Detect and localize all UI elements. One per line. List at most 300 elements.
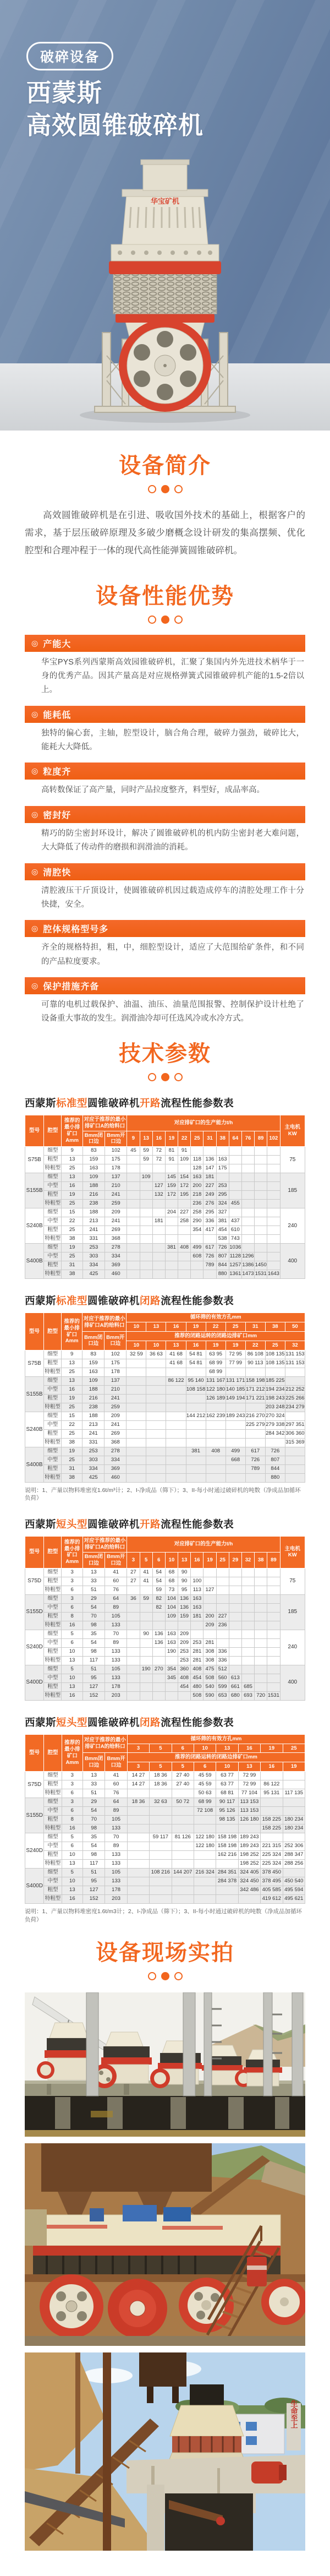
table-data-cell: 68 <box>165 1568 178 1577</box>
table-data-cell <box>229 1638 241 1647</box>
caption-highlight: 短头型 <box>56 1716 88 1728</box>
table-data-cell: 508 <box>191 1691 204 1700</box>
table-data-cell: 3 <box>62 1577 82 1586</box>
table-data-cell <box>140 1691 152 1700</box>
table-data-cell: 306 360 <box>285 1429 305 1438</box>
table-data-cell: 499 <box>191 1244 204 1252</box>
table-data-cell: 117 135 <box>283 1789 305 1798</box>
table-data-cell: 163 <box>165 1638 178 1647</box>
table-data-cell: 1257 <box>229 1261 241 1270</box>
table-data-cell: 198 252 <box>238 1851 260 1860</box>
table-data-cell: 83 <box>82 1350 105 1359</box>
table-data-cell: 粗型 <box>44 1429 62 1438</box>
bullseye-icon: ◎ <box>31 809 39 819</box>
table-data-cell <box>226 1464 245 1473</box>
table-data-cell <box>255 1577 267 1586</box>
feature-title: 保护措施齐备 <box>43 982 100 992</box>
table-data-cell: 109 <box>140 1173 152 1182</box>
table-data-cell: 38 <box>62 1473 82 1482</box>
table-data-cell: 163 <box>82 1164 105 1173</box>
table-data-cell: 241 <box>82 1429 105 1438</box>
table-data-cell: 122 180 <box>194 1833 216 1842</box>
table-row <box>25 1594 305 1603</box>
table-data-cell: 216 <box>82 1394 105 1403</box>
table-row <box>25 1577 305 1586</box>
table-row <box>25 1816 305 1825</box>
table-data-cell: 70 <box>83 1816 105 1825</box>
table-row <box>25 1252 305 1261</box>
table-row <box>25 1403 305 1412</box>
table-data-cell: 175 <box>105 1359 127 1368</box>
table-data-cell <box>146 1429 166 1438</box>
feature-item <box>25 706 305 756</box>
table-row <box>25 1630 305 1638</box>
table-data-cell <box>146 1473 166 1482</box>
table-data-cell <box>267 1235 280 1244</box>
table-data-cell: 188 <box>82 1412 105 1420</box>
table-header-cell: 5 <box>150 1762 172 1772</box>
table-data-cell: 133 <box>105 1860 127 1869</box>
feature-bar <box>25 763 305 780</box>
table-data-cell <box>255 1568 267 1577</box>
table-data-cell: 610 <box>229 1226 241 1235</box>
table-row <box>25 1164 305 1173</box>
table-header-cell: 型号 <box>25 1115 44 1147</box>
table-data-cell: 粗型 <box>44 1577 62 1586</box>
table-data-cell <box>255 1621 267 1630</box>
feature-desc: 齐全的规格特担，粗，中，细腔型设计，适应了大范围给矿条件，和不同的产品粒度要求。 <box>41 943 304 966</box>
table-data-cell: 特粗型 <box>44 1860 62 1869</box>
table-data-cell: 240 <box>280 1630 305 1665</box>
caption-text: 西蒙斯 <box>25 1518 57 1531</box>
table-data-cell <box>165 1621 178 1630</box>
table-data-cell <box>255 1191 267 1200</box>
table-data-cell <box>241 1244 254 1252</box>
table-data-cell <box>186 1394 206 1403</box>
table-data-cell <box>229 1568 241 1577</box>
table-header-cell: 10 <box>127 1341 146 1350</box>
table-header-cell: 5 <box>172 1762 194 1772</box>
spec-table <box>25 1312 305 1483</box>
table-data-cell <box>255 1612 267 1621</box>
table-data-cell: 437 <box>229 1217 241 1226</box>
table-data-cell <box>186 1429 206 1438</box>
table-data-cell <box>265 1438 285 1447</box>
table-data-cell: 粗型 <box>44 1359 62 1368</box>
table-data-cell: 122 180 <box>206 1385 226 1394</box>
table-data-cell: 180 234 <box>283 1825 305 1833</box>
table-row <box>25 1226 305 1235</box>
table-data-cell: 16 <box>62 1691 82 1700</box>
table-data-cell: 140 185 <box>226 1385 245 1394</box>
table-header-cell: 16 <box>186 1341 206 1350</box>
table-data-cell <box>165 1252 178 1261</box>
table-data-cell: 807 <box>216 1252 229 1261</box>
table-data-cell <box>226 1403 245 1412</box>
table-data-cell: 131 153 <box>285 1359 305 1368</box>
table-data-cell <box>152 1647 165 1656</box>
table-data-cell <box>216 1586 229 1594</box>
table-data-cell <box>216 1603 229 1612</box>
table-data-cell: 209 <box>178 1630 191 1638</box>
table-data-cell: 59 117 <box>150 1833 172 1842</box>
table-data-cell: 72 95 <box>226 1350 245 1359</box>
table-data-cell: 178 <box>105 1886 127 1895</box>
table-data-cell <box>229 1612 241 1621</box>
table-data-cell: 295 <box>204 1208 216 1217</box>
table-data-cell: 1531 <box>267 1691 280 1700</box>
table-data-cell: 137 <box>105 1376 127 1385</box>
table-data-cell: 粗型 <box>44 1886 62 1895</box>
table-data-cell <box>255 1244 267 1252</box>
table-note: 说明：1、产量以物料堆密度1.6t/m³计；2、I-净成品（筛下）；3、II-每小时通过破碎机的吨数（净成品加循环负荷） <box>25 1486 301 1502</box>
table-header-cell: 对应排矿口的生产能力t/h <box>127 1537 280 1553</box>
table-data-cell: 45 59 <box>194 1772 216 1780</box>
table-data-cell: 31 <box>62 1464 82 1473</box>
table-data-cell: 15 <box>62 1412 82 1420</box>
table-data-cell: 613 <box>229 1674 241 1682</box>
table-data-cell: 137 <box>105 1173 127 1182</box>
table-data-cell <box>285 1464 305 1473</box>
table-header-cell: 对应于推荐的最小排矿口A的给料口 <box>82 1115 127 1131</box>
table-data-cell <box>241 1612 254 1621</box>
table-data-cell <box>267 1217 280 1226</box>
table-row <box>25 1895 305 1904</box>
table-data-cell: 特粗型 <box>44 1270 62 1279</box>
table-header-cell: Bmm闭口边 <box>83 1753 105 1772</box>
table-data-cell: 60 <box>105 1780 127 1789</box>
table-data-cell <box>255 1586 267 1594</box>
table-data-cell: 特粗型 <box>44 1621 62 1630</box>
table-data-cell <box>178 1252 191 1261</box>
table-data-cell <box>165 1656 178 1665</box>
table-data-cell: 163 <box>216 1156 229 1164</box>
table-data-cell: 227 <box>216 1612 229 1621</box>
table-data-cell: 159 <box>178 1612 191 1621</box>
table-data-cell: 73 <box>165 1586 178 1594</box>
table-data-cell: 中型 <box>44 1420 62 1429</box>
table-data-cell: 细型 <box>44 1173 62 1182</box>
table-data-cell: 190 <box>165 1647 178 1656</box>
table-row <box>25 1807 305 1816</box>
page-title <box>26 77 204 141</box>
table-data-cell: 162 239 <box>206 1412 226 1420</box>
table-row <box>25 1473 305 1482</box>
table-data-cell: 209 <box>178 1638 191 1647</box>
table-data-cell <box>165 1270 178 1279</box>
table-data-cell <box>241 1647 254 1656</box>
table-data-cell: 454 <box>178 1682 191 1691</box>
table-header-cell: Bmm开口边 <box>105 1131 127 1147</box>
table-data-cell: 720 <box>255 1691 267 1700</box>
table-data-cell: 210 <box>105 1385 127 1394</box>
table-data-cell <box>127 1665 140 1674</box>
table-data-cell <box>152 1261 165 1270</box>
table-data-cell: 743 <box>229 1235 241 1244</box>
table-data-cell <box>140 1261 152 1270</box>
table-data-cell: 41 <box>140 1568 152 1577</box>
table-data-cell <box>241 1156 254 1164</box>
table-data-cell <box>216 1886 238 1895</box>
table-data-cell: 425 <box>82 1270 105 1279</box>
table-data-cell <box>178 1270 191 1279</box>
table-data-cell <box>241 1568 254 1577</box>
table-data-cell <box>229 1164 241 1173</box>
table-data-cell: 368 <box>105 1235 127 1244</box>
table-data-cell <box>150 1886 172 1895</box>
table-data-cell <box>229 1621 241 1630</box>
table-data-cell: 粗型 <box>44 1156 62 1164</box>
table-data-cell <box>238 1825 260 1833</box>
table-data-cell: 细型 <box>44 1244 62 1252</box>
table-row <box>25 1638 305 1647</box>
table-data-cell: S75D <box>25 1568 44 1594</box>
table-data-cell: 108 216 <box>150 1869 172 1877</box>
table-data-cell <box>216 1825 238 1833</box>
table-data-cell: 198 243 <box>265 1394 285 1403</box>
table-data-cell: 3 <box>62 1594 82 1603</box>
table-data-cell <box>267 1577 280 1586</box>
table-data-cell: 粗型 <box>44 1682 62 1691</box>
table-data-cell <box>283 1833 305 1842</box>
table-data-cell: 粗型 <box>44 1647 62 1656</box>
table-data-cell: 36 63 <box>146 1350 166 1359</box>
table-data-cell <box>127 1420 146 1429</box>
table-data-cell <box>186 1464 206 1473</box>
table-data-cell: 726 <box>265 1447 285 1456</box>
table-data-cell: 334 <box>105 1252 127 1261</box>
table-header-cell: 腔型 <box>44 1115 62 1147</box>
table-data-cell <box>229 1156 241 1164</box>
table-data-cell: 38 <box>62 1270 82 1279</box>
table-data-cell: 680 <box>229 1691 241 1700</box>
table-data-cell: 475 <box>204 1665 216 1674</box>
table-data-cell <box>186 1438 206 1447</box>
table-data-cell <box>241 1200 254 1208</box>
table-data-cell: 354 <box>165 1665 178 1674</box>
table-data-cell <box>226 1438 245 1447</box>
table-data-cell: 136 <box>152 1630 165 1638</box>
table-row <box>25 1261 305 1270</box>
table-data-cell <box>127 1226 140 1235</box>
table-data-cell: 细型 <box>44 1594 62 1603</box>
table-data-cell <box>241 1603 254 1612</box>
table-data-cell: 189 243 <box>226 1412 245 1420</box>
table-data-cell: 41 <box>140 1577 152 1586</box>
table-data-cell: 204 <box>165 1208 178 1217</box>
table-row <box>25 1438 305 1447</box>
table-data-cell <box>204 1594 216 1603</box>
table-header-cell: 6 <box>194 1762 216 1772</box>
section-title-advantages: 设备性能优势 <box>96 584 234 608</box>
table-data-cell: 225 266 <box>285 1394 305 1403</box>
table-data-cell: 360 <box>178 1665 191 1674</box>
table-data-cell <box>255 1182 267 1191</box>
table-data-cell <box>194 1851 216 1860</box>
table-data-cell: 221 315 <box>261 1842 283 1851</box>
table-data-cell: 90 <box>178 1577 191 1586</box>
table-data-cell: 中型 <box>44 1217 62 1226</box>
table-row <box>25 1877 305 1886</box>
table-data-cell: 86 122 <box>261 1780 283 1789</box>
bullseye-icon: ◎ <box>31 981 39 990</box>
table-data-cell: 25 <box>62 1456 82 1464</box>
table-data-cell: 188 <box>82 1385 105 1394</box>
table-data-cell: 225 324 <box>261 1851 283 1860</box>
table-data-cell: 308 <box>204 1647 216 1656</box>
table-data-cell: 131 167 <box>206 1376 226 1385</box>
table-data-cell <box>140 1244 152 1252</box>
table-data-cell <box>146 1420 166 1429</box>
table-data-cell <box>140 1674 152 1682</box>
table-data-cell: 190 <box>140 1665 152 1674</box>
table-row <box>25 1886 305 1895</box>
table-data-cell <box>267 1665 280 1674</box>
table-data-cell: 1531 <box>255 1270 267 1279</box>
table-data-cell: 253 <box>191 1638 204 1647</box>
caption-text: 圆锥破碎机 <box>87 1716 140 1728</box>
table-data-cell <box>255 1200 267 1208</box>
table-data-cell: 454 <box>216 1226 229 1235</box>
table-header-cell: 循环筛的有效方孔mm <box>127 1313 305 1322</box>
table-data-cell <box>127 1438 146 1447</box>
table-data-cell <box>127 1261 140 1270</box>
table-data-cell <box>206 1420 226 1429</box>
table-data-cell: 68 81 <box>216 1789 238 1798</box>
table-data-cell <box>267 1173 280 1182</box>
table-data-cell <box>255 1647 267 1656</box>
table-row <box>25 1833 305 1842</box>
bullseye-icon: ◎ <box>31 766 39 776</box>
feature-item <box>25 863 305 913</box>
table-data-cell: 81 <box>165 1147 178 1156</box>
table-data-cell <box>283 1798 305 1807</box>
table-data-cell <box>165 1200 178 1208</box>
table-data-cell: 334 <box>82 1261 105 1270</box>
table-data-cell <box>241 1594 254 1603</box>
table-data-cell: 中型 <box>44 1842 62 1851</box>
table-data-cell: 109 <box>165 1612 178 1621</box>
table-header-cell: 10 <box>127 1322 146 1332</box>
table-data-cell <box>255 1630 267 1638</box>
table-data-cell <box>127 1789 149 1798</box>
table-data-cell <box>194 1860 216 1869</box>
table-data-cell <box>127 1877 149 1886</box>
table-data-cell: 269 <box>105 1429 127 1438</box>
table-data-cell: 408 <box>191 1665 204 1674</box>
table-header-cell: 主电机KW <box>280 1537 305 1569</box>
table-data-cell <box>285 1376 305 1385</box>
table-data-cell <box>127 1869 149 1877</box>
table-data-cell: 13 <box>83 1772 105 1780</box>
table-data-cell: 5 <box>62 1630 82 1638</box>
table-data-cell <box>226 1420 245 1429</box>
table-data-cell: 303 <box>82 1252 105 1261</box>
table-header-cell: 3 <box>127 1744 149 1753</box>
table-data-cell: 19 <box>62 1394 82 1403</box>
table-data-cell: 653 <box>216 1691 229 1700</box>
table-row <box>25 1217 305 1226</box>
table-data-cell <box>255 1156 267 1164</box>
table-data-cell: 3 <box>62 1772 82 1780</box>
table-data-cell: S240B <box>25 1412 44 1447</box>
table-data-cell: 18 36 <box>150 1772 172 1780</box>
table-header-cell: 对应于推荐的最小排矿口A的给料口 <box>83 1734 128 1753</box>
table-data-cell <box>226 1473 245 1482</box>
table-header-cell: 对应于推荐的最小排矿口A的给料口 <box>82 1313 127 1332</box>
table-data-cell: 6 <box>62 1807 82 1816</box>
table-row <box>25 1456 305 1464</box>
table-data-cell: 1473 <box>241 1270 254 1279</box>
table-data-cell <box>267 1682 280 1691</box>
table-data-cell: S75B <box>25 1147 44 1173</box>
table-data-cell: 95 <box>82 1674 105 1682</box>
site-photos <box>25 1992 305 2551</box>
table-data-cell <box>152 1173 165 1182</box>
table-data-cell <box>166 1394 186 1403</box>
table-data-cell <box>127 1359 146 1368</box>
table-data-cell: 560 <box>216 1674 229 1682</box>
table-data-cell <box>127 1895 149 1904</box>
table-data-cell: 70 <box>82 1612 105 1621</box>
table-data-cell <box>267 1261 280 1270</box>
table-data-cell <box>267 1594 280 1603</box>
table-data-cell: 25 <box>62 1226 82 1235</box>
table-data-cell: 22 <box>62 1217 82 1226</box>
table-data-cell: 216 <box>82 1191 105 1200</box>
table-data-cell: 9 <box>62 1350 82 1359</box>
table-data-cell: 特粗型 <box>44 1789 62 1798</box>
section-advantages <box>0 584 330 1027</box>
table-data-cell: 25 <box>62 1164 82 1173</box>
table-data-cell <box>216 1630 229 1638</box>
table-data-cell: 72 99 <box>238 1780 260 1789</box>
table-data-cell <box>127 1851 149 1860</box>
table-data-cell <box>127 1621 140 1630</box>
table-data-cell <box>127 1682 140 1691</box>
table-data-cell: 60 <box>105 1577 127 1586</box>
table-data-cell: 368 <box>105 1438 127 1447</box>
table-data-cell: 145 <box>165 1173 178 1182</box>
table-data-cell: 336 <box>216 1647 229 1656</box>
table-data-cell <box>216 1173 229 1182</box>
table-data-cell <box>267 1647 280 1656</box>
table-data-cell: 181 <box>191 1612 204 1621</box>
section-intro <box>0 454 330 560</box>
feature-title: 粒度齐 <box>43 767 72 777</box>
table-data-cell <box>166 1412 186 1420</box>
table-data-cell: 450 540 <box>283 1877 305 1886</box>
table-data-cell: 6 <box>62 1842 82 1851</box>
table-data-cell: 16 <box>62 1621 82 1630</box>
table-data-cell <box>267 1621 280 1630</box>
table-header-cell: 16 <box>261 1762 283 1772</box>
caption-highlight: 标准型 <box>56 1295 88 1307</box>
feature-desc: 华宝PYS系列西蒙斯高效园锥破碎机，汇聚了集国内外先进技术柄华于一身的优秀产品。因其产量高是对应规格弹簧式园锥破碎机产能的1.5-2倍以上。 <box>41 657 304 695</box>
page-title-line1: 西蒙斯 <box>26 79 103 107</box>
table-data-cell: 378 495 <box>261 1877 283 1886</box>
table-data-cell: 334 <box>105 1456 127 1464</box>
table-data-cell: 216 324 <box>194 1869 216 1877</box>
table-data-cell <box>194 1895 216 1904</box>
table-data-cell <box>146 1376 166 1385</box>
table-data-cell <box>172 1807 194 1816</box>
table-data-cell: 19 <box>62 1191 82 1200</box>
table-data-cell: 64 <box>105 1798 127 1807</box>
table-data-cell: 172 <box>178 1182 191 1191</box>
table-data-cell <box>241 1147 254 1156</box>
table-data-cell: 54 <box>82 1603 105 1612</box>
